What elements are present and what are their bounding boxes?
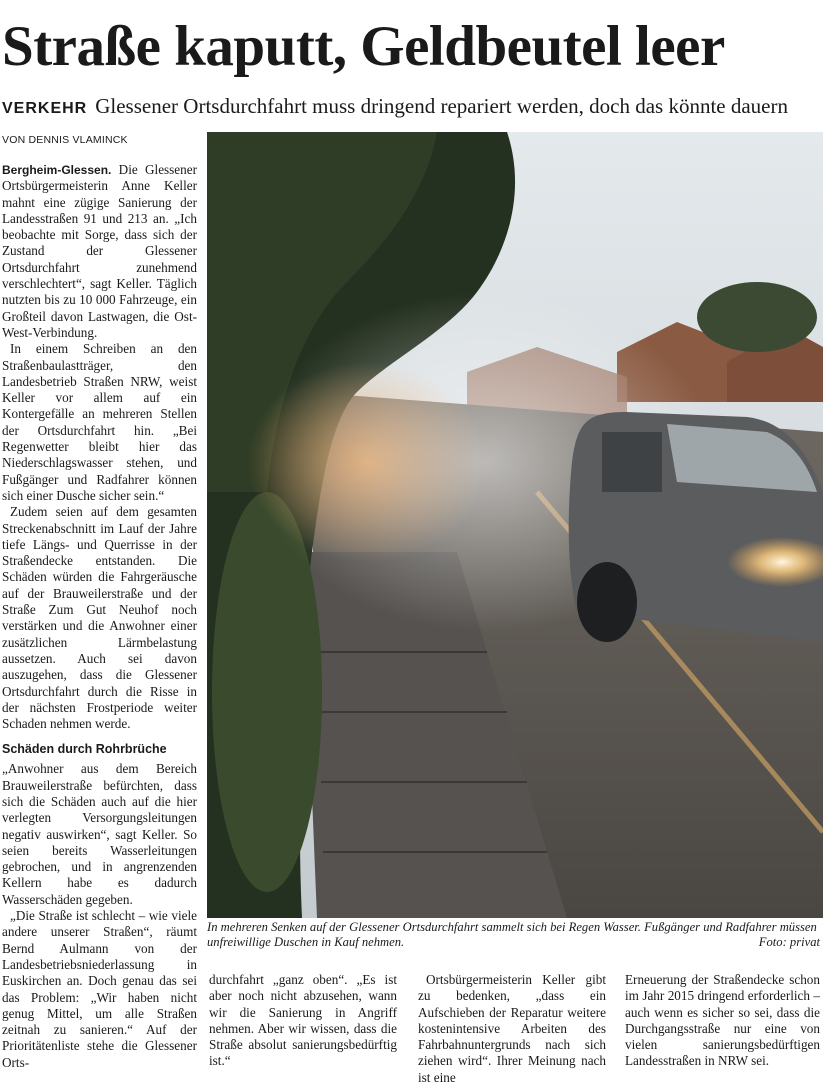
dateline: Bergheim-Glessen. bbox=[2, 163, 112, 177]
article-paragraph: „Die Straße ist schlecht – wie viele andere unserer Straßen“, räumt Bernd Aulmann von der Landesbetriebsniederlassung in Euskirchen an. Doch genau das sei das Problem: „Wir haben nicht genug Mittel, um alle Straßen zeitnah zu sanieren.“ Auf der Prioritätenliste stehe die Glessener Orts- bbox=[2, 908, 197, 1070]
subheadline: Glessener Ortsdurchfahrt muss dringend repariert werden, doch das könnte dauern bbox=[95, 94, 788, 118]
article-column-1 bbox=[2, 162, 197, 1071]
article-paragraph: „Anwohner aus dem Bereich Brauweilerstraße befürchten, dass sich die Schäden auch auf die hier verlegten Versorgungsleitungen negativ auswirken“, sagt Keller. So seien bereits Wasserleitungen gebrochen, und in angrenzenden Kellern habe es dadurch Wasserschäden gegeben. bbox=[2, 761, 197, 907]
article-column-3 bbox=[418, 972, 606, 1086]
photo-illustration bbox=[207, 132, 823, 918]
article-photo bbox=[207, 132, 823, 918]
byline: VON DENNIS VLAMINCK bbox=[2, 134, 128, 146]
article-paragraph: Ortsbürgermeisterin Keller gibt zu bedenken, „dass ein Aufschieben der Reparatur weitere kostenintensive Arbeiten des Fahrbahnuntergrunds nach sich ziehen wird“. Ihrer Meinung nach ist eine bbox=[418, 972, 606, 1085]
article-paragraph: durchfahrt „ganz oben“. „Es ist aber noch nicht abzusehen, wann wir die Sanierung in Angriff nehmen. Aber wir wissen, dass die Straße absolut sanierungsbedürftig ist.“ bbox=[209, 972, 397, 1069]
article-paragraph: In einem Schreiben an den Straßenbaulastträger, den Landesbetrieb Straßen NRW, weist Keller vor allem auf ein Kontergefälle an mehreren Stellen der Ortsdurchfahrt hin. „Bei Regenwetter bleibt hier das Niederschlagswasser stehen, und Fußgänger und Radfahrer können sich einer Dusche sicher sein.“ bbox=[2, 341, 197, 503]
article-column-2 bbox=[209, 972, 397, 1070]
headline: Straße kaputt, Geldbeutel leer bbox=[2, 15, 725, 78]
photo-caption bbox=[207, 920, 820, 950]
subheadline-line bbox=[2, 92, 823, 123]
article-paragraph: Erneuerung der Straßendecke schon im Jahr 2015 dringend erforderlich – auch wenn es sicher so sei, dass die Durchgangsstraße nur eine von vielen sanierungsbedürftigen Landesstraßen in NRW sei. bbox=[625, 972, 820, 1069]
article-paragraph: Bergheim-Glessen. Die Glessener Ortsbürgermeisterin Anne Keller mahnt eine zügige Sanierung der Landesstraßen 91 und 213 an. „Ich beobachte mit Sorge, dass sich der Zustand der Glessener Ortsdurchfahrt zunehmend verschlechtert“, sagt Keller. Täglich nutzten bis zu 10 000 Fahrzeuge, ein Großteil davon Lastwagen, die Ost-West-Verbindung. bbox=[2, 162, 197, 340]
photo-credit: Foto: privat bbox=[758, 935, 820, 949]
caption-text: In mehreren Senken auf der Glessener Ortsdurchfahrt sammelt sich bei Regen Wasser. Fußgänger und Radfahrer müssen unfreiwillige Duschen in Kauf nehmen. bbox=[207, 920, 817, 949]
article-paragraph: Zudem seien auf dem gesamten Streckenabschnitt im Lauf der Jahre tiefe Längs- und Querrisse in der Straßendecke entstanden. Die Schäden würden die Fahrgeräusche auf der Brauweilerstraße und der Straße Zum Gut Neuhof noch verstärken und die Anwohner einer zusätzlichen Lärmbelastung aussetzen. Auch sei davon auszugehen, dass die Glessener Ortsdurchfahrt durch die Risse in der nächsten Frostperiode weiter Schaden nehmen werde. bbox=[2, 504, 197, 732]
article-column-4 bbox=[625, 972, 820, 1070]
subheading: Schäden durch Rohrbrüche bbox=[2, 742, 167, 757]
kicker: VERKEHR bbox=[2, 100, 88, 117]
